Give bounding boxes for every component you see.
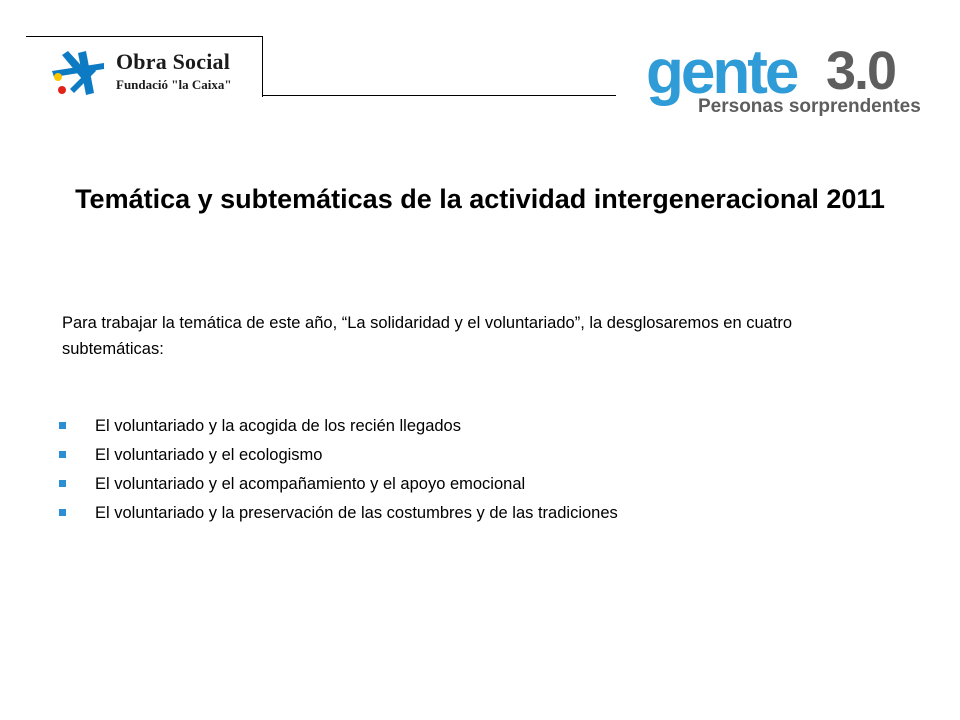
- gente-logo-word: gente: [646, 38, 797, 107]
- list-item: [58, 412, 918, 441]
- gente-logo-tagline: Personas sorprendentes: [698, 96, 921, 117]
- square-bullet-icon: [59, 509, 66, 516]
- slide-title: Temática y subtemáticas de la actividad intergeneracional 2011: [75, 184, 885, 214]
- list-item-text: El voluntariado y la preservación de las costumbres y de las tradiciones: [95, 504, 618, 522]
- list-item: [58, 470, 918, 499]
- la-caixa-star-icon: [48, 49, 106, 97]
- square-bullet-icon: [59, 480, 66, 487]
- list-item: [58, 499, 918, 528]
- list-item-text: El voluntariado y el acompañamiento y el apoyo emocional: [95, 475, 526, 493]
- obra-social-logo: [26, 36, 263, 97]
- subtopic-list: [58, 412, 918, 528]
- square-bullet-icon: [59, 451, 66, 458]
- list-item-text: El voluntariado y el ecologismo: [95, 446, 323, 464]
- header-divider: [262, 95, 616, 96]
- gente-logo: [642, 38, 942, 122]
- square-bullet-icon: [59, 422, 66, 429]
- list-item-text: El voluntariado y la acogida de los recién llegados: [95, 417, 461, 435]
- intro-paragraph: Para trabajar la temática de este año, “La solidaridad y el voluntariado”, la desglosaremos en cuatro subtemáticas:: [62, 314, 793, 358]
- obra-social-subtitle: Fundació "la Caixa": [116, 77, 232, 92]
- obra-social-name: Obra Social: [116, 49, 231, 74]
- list-item: [58, 441, 918, 470]
- gente-logo-version: 3.0: [826, 41, 896, 101]
